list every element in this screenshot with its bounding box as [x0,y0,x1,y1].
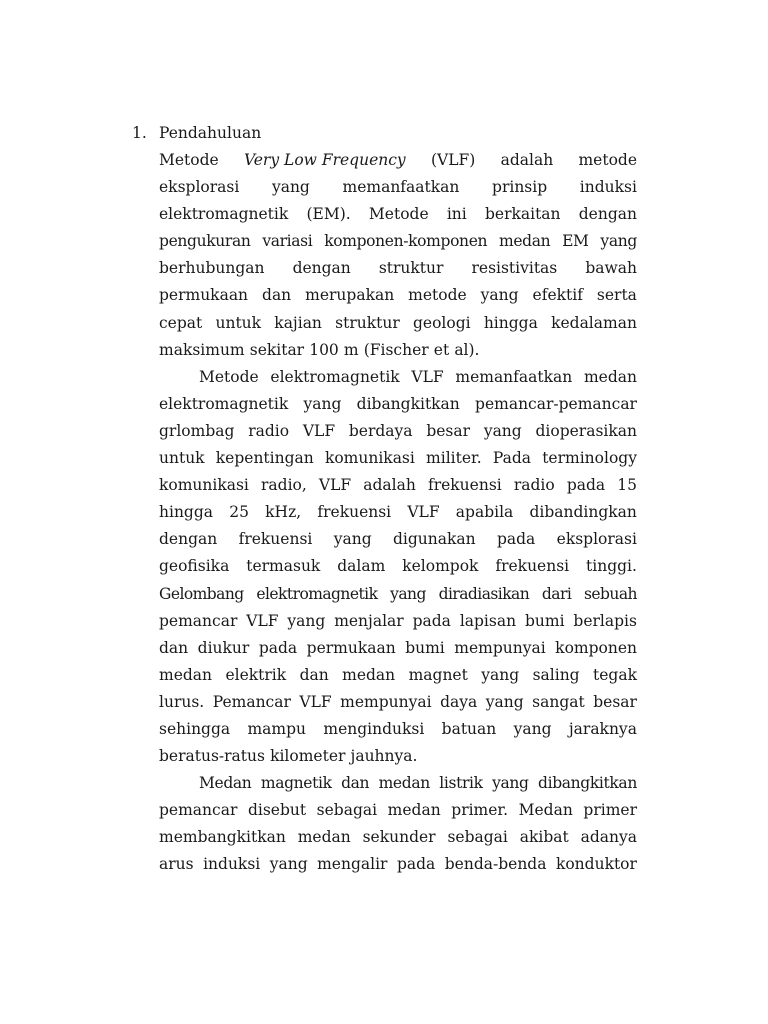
text-line [159,851,637,878]
section-heading [132,120,261,147]
word: kedalaman [551,313,637,332]
word: sekunder [362,828,436,847]
word: dioperasikan [535,421,637,440]
word: adanya [580,828,637,847]
word: digunakan [392,530,476,549]
word: jaraknya [568,719,637,738]
word: merupakan [305,286,395,305]
text-line [159,418,637,445]
word: grlombag [159,421,235,440]
word: beratus-ratus [159,747,265,766]
word: yang [287,611,326,630]
word: pemancar [159,801,238,820]
word: pemancar-pemancar [475,394,637,413]
word: Pada [492,449,531,468]
word: apabila [455,503,514,522]
word: radio [248,421,290,440]
word: VLF [299,692,332,711]
word: dengan [159,530,218,549]
word: pada [396,855,436,874]
word: sebuah [583,584,637,603]
word: (EM). [306,205,351,224]
word: dengan [578,205,637,224]
word: elektromagnetik [159,205,289,224]
word: yang [513,719,552,738]
text-line [159,391,637,418]
word: tinggi. [586,557,637,576]
word: VLF [302,421,336,440]
text-line [159,472,637,499]
word: bumi [405,638,445,657]
word: magnet [408,665,468,684]
word: eksplorasi [556,530,637,549]
word: lurus. [159,692,205,711]
word: yang [333,530,372,549]
word: dibangkitkan [356,394,460,413]
word: eksplorasi [159,178,240,197]
word: dari [541,584,572,603]
word: tegak [593,665,637,684]
word: yang [483,421,522,440]
word: terminology [542,449,637,468]
word: maksimum [159,340,245,359]
word: kilometer [270,747,346,766]
word: 15 [617,476,637,495]
word: arus [159,855,194,874]
word: frekuensi [238,530,313,549]
word: sangat [532,692,585,711]
word: pemancar [159,611,238,630]
word: medan [583,367,637,386]
word: struktur [378,259,444,278]
word: akibat [519,828,569,847]
word: termasuk [246,557,321,576]
text-line [159,608,637,635]
word: dan [262,286,292,305]
word: mampu [247,719,307,738]
text-line [159,716,637,743]
word: berkaitan [484,205,561,224]
word: Pemancar [212,692,291,711]
word: kajian [274,313,322,332]
word: variasi [262,232,313,251]
word: mempunyai [454,638,546,657]
word: dengan [292,259,351,278]
word: metode [408,286,467,305]
word: permukaan [159,286,249,305]
word: yang [485,692,524,711]
word: bawah [585,259,637,278]
word: pengukuran [159,232,251,251]
word: komunikasi [159,476,249,495]
word: VLF [318,476,352,495]
text-line [159,174,637,201]
word: VLF [411,367,444,386]
text-line [159,824,637,851]
word: induksi [579,178,637,197]
word: induksi [203,855,261,874]
word: Metode [199,367,259,386]
paragraph-primary-field [159,770,637,878]
word: Metode [368,205,429,224]
word: daya [440,692,478,711]
word: mengalir [317,855,388,874]
word: dan [159,638,189,657]
word: Medan [518,801,573,820]
word: kepentingan [215,449,314,468]
word: dan [299,665,329,684]
word: bumi [524,611,565,630]
word: efektif [532,286,583,305]
word: untuk [159,449,205,468]
word: berlapis [573,611,637,630]
word: geofisika [159,557,230,576]
word: disebut [247,801,307,820]
text-line [159,743,637,770]
word: EM [562,232,589,251]
word: dibangkitkan [538,774,637,793]
word: jauhnya. [350,747,418,766]
word: konduktor [555,855,637,874]
text-line [159,553,637,580]
word: lapisan [459,611,517,630]
word: m [343,340,359,359]
word: serta [596,286,637,305]
word: cepat [159,313,203,332]
word: et [433,340,450,359]
text-line [159,797,637,824]
word: yang [271,178,310,197]
word: sebagai [447,828,508,847]
word: hingga [483,313,538,332]
word: yang [480,286,519,305]
word: dalam [337,557,386,576]
word: sekitar [249,340,305,359]
word: prinsip [492,178,548,197]
text-line [159,228,637,255]
word: listrik [439,774,483,793]
word: Metode [159,151,219,169]
word: sebagai [316,801,378,820]
document-body [159,147,637,879]
word: elektromagnetik [270,367,400,386]
text-line [159,526,637,553]
word: ini [446,205,467,224]
word: elektromagnetik [159,394,289,413]
text-line [159,770,637,797]
word: adalah [363,476,416,495]
word: mempunyai [340,692,432,711]
text-line [159,201,637,228]
word: medan [342,665,396,684]
word: frekuensi [317,503,392,522]
word: primer. [451,801,509,820]
word: elektrik [225,665,287,684]
word: besar [426,421,471,440]
word: medan [297,828,351,847]
word: struktur [335,313,400,332]
word: berdaya [348,421,413,440]
word: besar [593,692,637,711]
word: magnetik [260,774,332,793]
word: primer [583,801,637,820]
text-line [159,337,637,364]
word: frekuensi [427,476,502,495]
word: hingga [159,503,214,522]
italic-term: Very Low Frequency [243,151,406,169]
word: kelompok [402,557,479,576]
text-line [159,364,637,391]
word: al). [454,340,480,359]
text-line [159,689,637,716]
paragraph-vlf-method [159,364,637,770]
word: batuan [441,719,497,738]
word: medan [387,801,441,820]
word: yang [492,774,529,793]
word: pada [258,638,298,657]
word: untuk [215,313,262,332]
word: dibandingkan [529,503,637,522]
word: benda-benda [444,855,547,874]
text-line [159,635,637,662]
word: kHz, [265,503,302,522]
word: komunikasi [324,449,415,468]
section-number: 1. [132,124,147,142]
word: diukur [197,638,250,657]
word: (Fischer [363,340,429,359]
word: medan [159,665,213,684]
word: VLF [246,611,279,630]
word: pada [566,476,606,495]
word: komponen [555,638,637,657]
word: militer. [426,449,482,468]
word: yang [481,665,520,684]
word: yang [269,855,308,874]
paragraph-intro [159,147,637,364]
word: memanfaatkan [455,367,573,386]
word: elektromagnetik [256,584,378,603]
text-line [159,282,637,309]
word: pada [496,530,536,549]
word: radio, [261,476,307,495]
word: metode [578,151,637,169]
word: membangkitkan [159,828,286,847]
word: dan [341,774,370,793]
word: yang [390,584,426,603]
word: (VLF) [430,151,476,169]
word: radio [513,476,555,495]
text-line [159,147,637,174]
word: medan [378,774,430,793]
word: menginduksi [323,719,425,738]
word: yang [303,394,342,413]
word: frekuensi [495,557,570,576]
word: memanfaatkan [342,178,460,197]
text-line [159,310,637,337]
word: pada [412,611,451,630]
word: 100 [309,340,339,359]
text-line [159,445,637,472]
word: VLF [407,503,440,522]
text-line [159,499,637,526]
word: medan [498,232,551,251]
word: 25 [229,503,249,522]
text-line [159,581,637,608]
section-title: Pendahuluan [159,124,262,142]
word: saling [532,665,580,684]
word: Medan [199,774,252,793]
word: geologi [412,313,471,332]
word: komponen-komponen [324,232,488,251]
word: diradiasikan [438,584,530,603]
word: sehingga [159,719,231,738]
word: resistivitas [471,259,558,278]
word: Gelombang [159,584,244,603]
word: menjalar [334,611,404,630]
text-line [159,662,637,689]
text-line [159,255,637,282]
word: berhubungan [159,259,265,278]
word: adalah [500,151,554,169]
word: permukaan [306,638,396,657]
word: yang [600,232,637,251]
